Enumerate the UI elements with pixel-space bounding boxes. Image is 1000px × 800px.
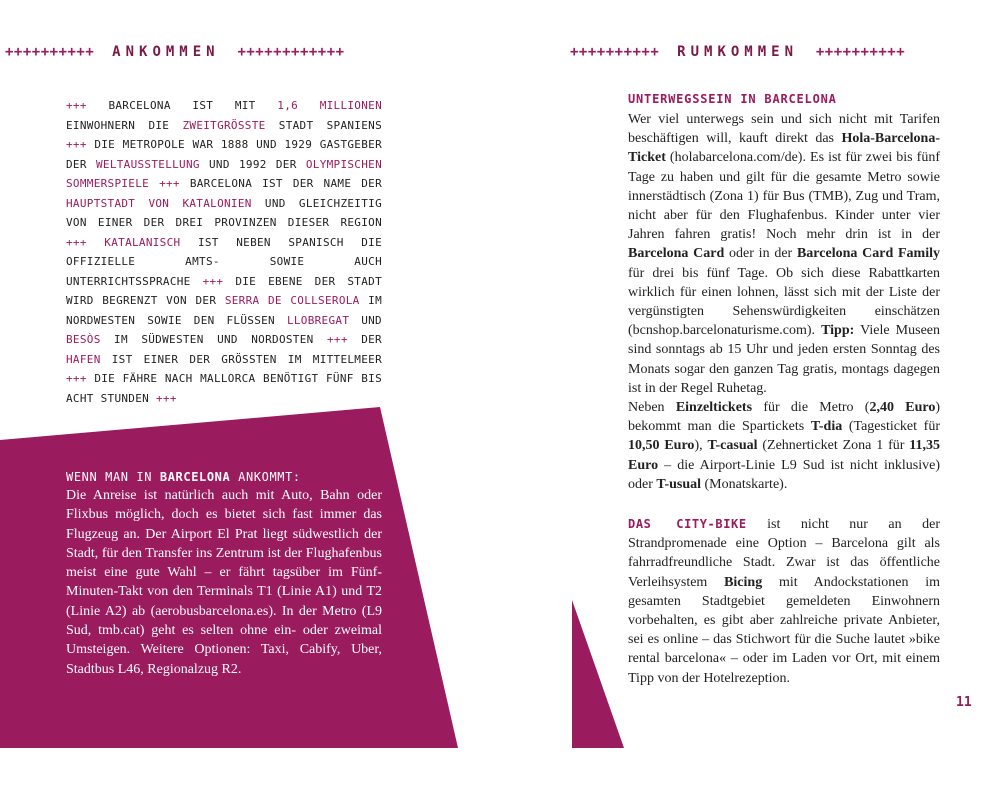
bike-text-run: ist nicht nur an der Strandpromenade eine Option – Barcelona gilt als fahrradfreundliche Stadt. Zwar ist das öffentliche Verleihsystem	[628, 517, 940, 590]
facts-highlight: KATALANISCH	[104, 235, 181, 249]
facts-separator: +++	[159, 177, 180, 190]
facts-text: UND 1992 DER	[199, 157, 306, 171]
ticket-text-run: für die Metro (	[752, 400, 870, 416]
ticket-text-run: (holabarcelona.com/de). Es ist für zwei bis fünf Tage zu haben und gilt für die gesamte Metro sowie innerstädtisch (Zona 1) für Bus (TMB), Zug und Tram, nicht aber für den Flughafenbus. Kinder unter vier Jahren fahren gratis! Noch mehr drin ist in der	[628, 150, 940, 243]
ticket-text-run: ) bekommt man die Spartickets	[628, 400, 941, 435]
facts-separator: +++	[66, 138, 87, 151]
ticket-bold: Barcelona Card Family	[796, 246, 940, 262]
facts-highlight: HAUPTSTADT VON KATALONIEN	[66, 196, 252, 210]
ticket-text-run: (Monatskarte).	[701, 476, 788, 492]
facts-text: UND GLEICHZEITIG VON EINER DER DREI PROVINZEN DIESER REGION	[66, 196, 382, 229]
arrival-text: Die Anreise ist natürlich auch mit Auto, Bahn oder Flixbus möglich, doch es bietet sich fast immer das Flugzeug an. Der Airport El Prat liegt südwestlich der Stadt, für den Transfer ins Zentrum ist der Flughafenbus meist eine gute Wahl – er fährt tagsüber im Fünf-Minuten-Takt von den Terminals T1 (Linie A1) und T2 (Linie A2) ab (aerobusbarcelona.es). In der Metro (L9 Sud, tmb.cat) geht es selten ohne ein- oder zweimal Umsteigen. Weitere Optionen: Taxi, Cabify, Uber, Stadtbus L46, Regionalzug R2.	[66, 488, 382, 677]
facts-text: DIE EBENE DER STADT WIRD BEGRENZT VON DER	[66, 274, 382, 307]
ticket-bold: T-casual	[707, 438, 758, 454]
facts-highlight: HAFEN	[66, 352, 101, 366]
facts-text: DIE FÄHRE NACH MALLORCA BENÖTIGT FÜNF BIS ACHT STUNDEN	[66, 372, 382, 405]
facts-highlight: OLYMPISCHEN SOMMERSPIELE	[66, 157, 382, 190]
right-header	[570, 44, 905, 60]
facts-separator: +++	[202, 274, 224, 288]
ticket-bold: 10,50 Euro	[628, 438, 695, 454]
ticket-text	[628, 110, 940, 494]
ticket-bold: Hola-Barcelona-Ticket	[628, 131, 940, 166]
ticket-bold: Tipp:	[821, 323, 855, 339]
arrival-heading-part: WENN MAN IN	[66, 470, 160, 484]
ticket-text-run: oder in der	[724, 246, 797, 262]
facts-highlight: LLOBREGAT	[286, 313, 350, 327]
facts-text: DIE METROPOLE WAR 1888 UND 1929 GASTGEBER DER	[66, 138, 382, 171]
city-bike-heading: DAS CITY-BIKE	[628, 517, 747, 531]
ticket-text-run: Wer viel unterwegs sein und sich nicht mit Tarifen beschäftigen will, kauft direkt das	[628, 112, 940, 147]
facts-text: IST EINER DER GRÖSSTEN IM MITTELMEER	[100, 352, 382, 366]
ticket-text-run: Neben	[628, 400, 676, 416]
facts-text: BARCELONA IST MIT	[86, 99, 278, 112]
arrival-heading-city: BARCELONA	[159, 470, 231, 484]
ticket-text-run: (Tagesticket für	[842, 419, 940, 435]
header-plus-left-b: ++++++++++++	[237, 44, 345, 60]
facts-text: IM NORDWESTEN SOWIE DEN FLÜSSEN	[66, 294, 383, 327]
facts-separator: +++	[156, 391, 177, 405]
chapter-title-ankommen: ANKOMMEN	[112, 44, 220, 60]
ticket-bold: 2,40 Euro	[869, 400, 936, 416]
facts-highlight: SERRA DE COLLSEROLA	[224, 294, 360, 307]
page-number: 11	[956, 695, 972, 710]
ticket-bold: T-dia	[810, 419, 843, 435]
ticket-text-run: – die Airport-Linie L9 Sud ist nicht inklusive) oder	[628, 457, 940, 492]
facts-text: EINWOHNERN	[66, 118, 136, 132]
facts-text: STADT SPANIENS	[265, 118, 382, 132]
magenta-wedge-shape	[572, 600, 624, 748]
chapter-title-rumkommen: RUMKOMMEN	[677, 44, 799, 60]
facts-separator: +++	[66, 372, 87, 385]
ticket-text-run: (Zehnerticket Zona 1 für	[757, 438, 910, 454]
facts-highlight: WELTAUSSTELLUNG	[95, 157, 200, 171]
header-plus-left-a: ++++++++++	[5, 44, 95, 60]
facts-text: IM SÜDWESTEN UND NORDOSTEN	[100, 333, 327, 346]
facts-text: BARCELONA IST DER NAME DER	[179, 177, 382, 190]
facts-highlight: ZWEITGRÖSSTE	[182, 118, 266, 132]
section-title: UNTERWEGSSEIN IN BARCELONA	[628, 92, 837, 106]
ticket-bold: 11,35 Euro	[628, 438, 940, 473]
ticket-text-run: ),	[694, 438, 708, 454]
arrival-heading-part: ANKOMMT:	[230, 470, 301, 484]
header-plus-right-a: ++++++++++	[570, 44, 660, 60]
facts-text: UND	[349, 313, 382, 327]
ticket-bold: Einzeltickets	[675, 400, 753, 416]
ticket-text-run: Viele Museen sind sonntags ab 15 Uhr und jeden ersten Sonntag des Monats sogar den ganzen Tag gratis, montags dagegen ist in der Regel Ruhetag.	[628, 323, 940, 396]
ticket-bold: T-usual	[656, 476, 702, 492]
facts-highlight: 1,6 MILLIONEN	[277, 99, 382, 112]
ticket-bold: Barcelona Card	[628, 246, 725, 262]
ticket-text-run: für drei bis fünf Tage. Ob sich diese Rabattkarten wirklich für einen lohnen, lässt sich mit der Liste der vergünstigten Sehenswürdigkeiten einschätzen (bcnshop.barcelonaturisme.com).	[628, 265, 940, 339]
facts-separator: +++	[66, 99, 87, 112]
arrival-box	[66, 470, 382, 679]
facts-separator: +++	[66, 235, 87, 249]
header-plus-right-b: ++++++++++	[815, 44, 906, 60]
bike-bold: Bicing	[724, 574, 763, 590]
facts-text: DER	[347, 333, 382, 346]
city-bike-text	[628, 515, 940, 688]
facts-text: DIE	[135, 118, 183, 132]
bike-text-run: mit Andockstationen im gesamten Stadtgebiet gemeldeten Einwohnern vorbehalten, es gibt aber zahlreiche private Anbieter, sei es online – das Stichwort für die Suche lautet »bike rental barcelona« – oder im Laden vor Ort, mit einem Tipp von der Hotelrezeption.	[628, 574, 940, 686]
arrival-heading	[66, 470, 382, 484]
facts-highlight: BESÒS	[66, 333, 101, 346]
facts-separator: +++	[327, 333, 348, 346]
facts-text: IST NEBEN SPANISCH DIE OFFIZIELLE AMTS- SOWIE AUCH UNTERRICHTSSPRACHE	[66, 235, 382, 288]
